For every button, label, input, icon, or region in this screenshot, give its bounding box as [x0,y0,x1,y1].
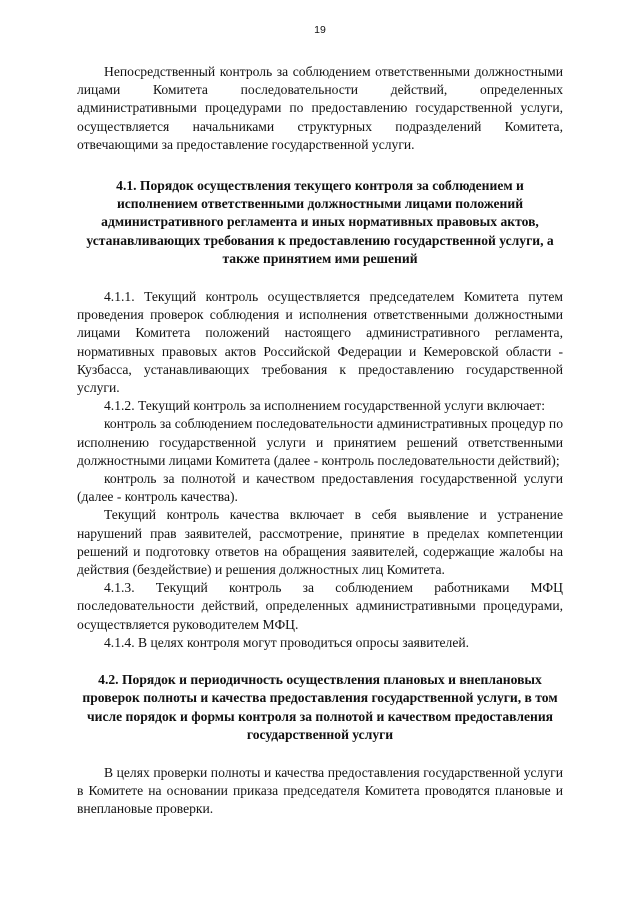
paragraph-quality-control-details: Текущий контроль качества включает в себя выявление и устранение нарушений прав заявителей, рассмотрение, принятие в пределах компетенции решений и подготовку ответов на обращения заявителей, содержащие жалобы на действия (бездействие) и решения должностных лиц Комитета. [77,507,563,578]
page-number: 19 [314,24,326,36]
paragraph-4-2: В целях проверки полноты и качества предоставления государственной услуги в Комитете на основании приказа председателя Комитета проводятся плановые и внеплановые проверки. [77,764,563,817]
section-4-1-heading: 4.1. Порядок осуществления текущего контроля за соблюдением и исполнением ответственными должностными лицами положений административного регламента и иных нормативных правовых актов, устанавливающих требования к предоставлению государственной услуги, а также принятием ими решений [86,178,554,266]
paragraph-quality-control: контроль за полнотой и качеством предоставления государственной услуги (далее - контроль качества). [77,471,563,505]
document-body [77,63,563,819]
paragraph-4-1-2: 4.1.2. Текущий контроль за исполнением государственной услуги включает: [104,398,545,414]
intro-paragraph: Непосредственный контроль за соблюдением ответственными должностными лицами Комитета последовательности действий, определенных административными процедурами по предоставлению государственной услуги, осуществляется начальниками структурных подразделений Комитета, отвечающими за предоставление государственной услуги. [77,64,563,152]
paragraph-4-1-4: 4.1.4. В целях контроля могут проводиться опросы заявителей. [104,634,470,650]
section-4-2-heading: 4.2. Порядок и периодичность осуществления плановых и внеплановых проверок полноты и качества предоставления государственной услуги, в том числе порядок и формы контроля за полнотой и качеством предоставления государственной услуги [82,672,558,742]
paragraph-4-1-3: 4.1.3. Текущий контроль за соблюдением работниками МФЦ последовательности действий, определенных административными процедурами, осуществляется руководителем МФЦ. [77,580,563,632]
paragraph-4-1-1: 4.1.1. Текущий контроль осуществляется председателем Комитета путем проведения проверок соблюдения и исполнения ответственными должностными лицами Комитета положений настоящего административного регламента, нормативных правовых актов Российской Федерации и Кемеровской области - Кузбасса, устанавливающих требования к предоставлению государственной услуги. [77,289,563,396]
paragraph-sequence-control: контроль за соблюдением последовательности административных процедур по исполнению государственной услуги и принятием решений ответственными должностными лицами Комитета (далее - контроль последовательности действий); [77,416,563,468]
